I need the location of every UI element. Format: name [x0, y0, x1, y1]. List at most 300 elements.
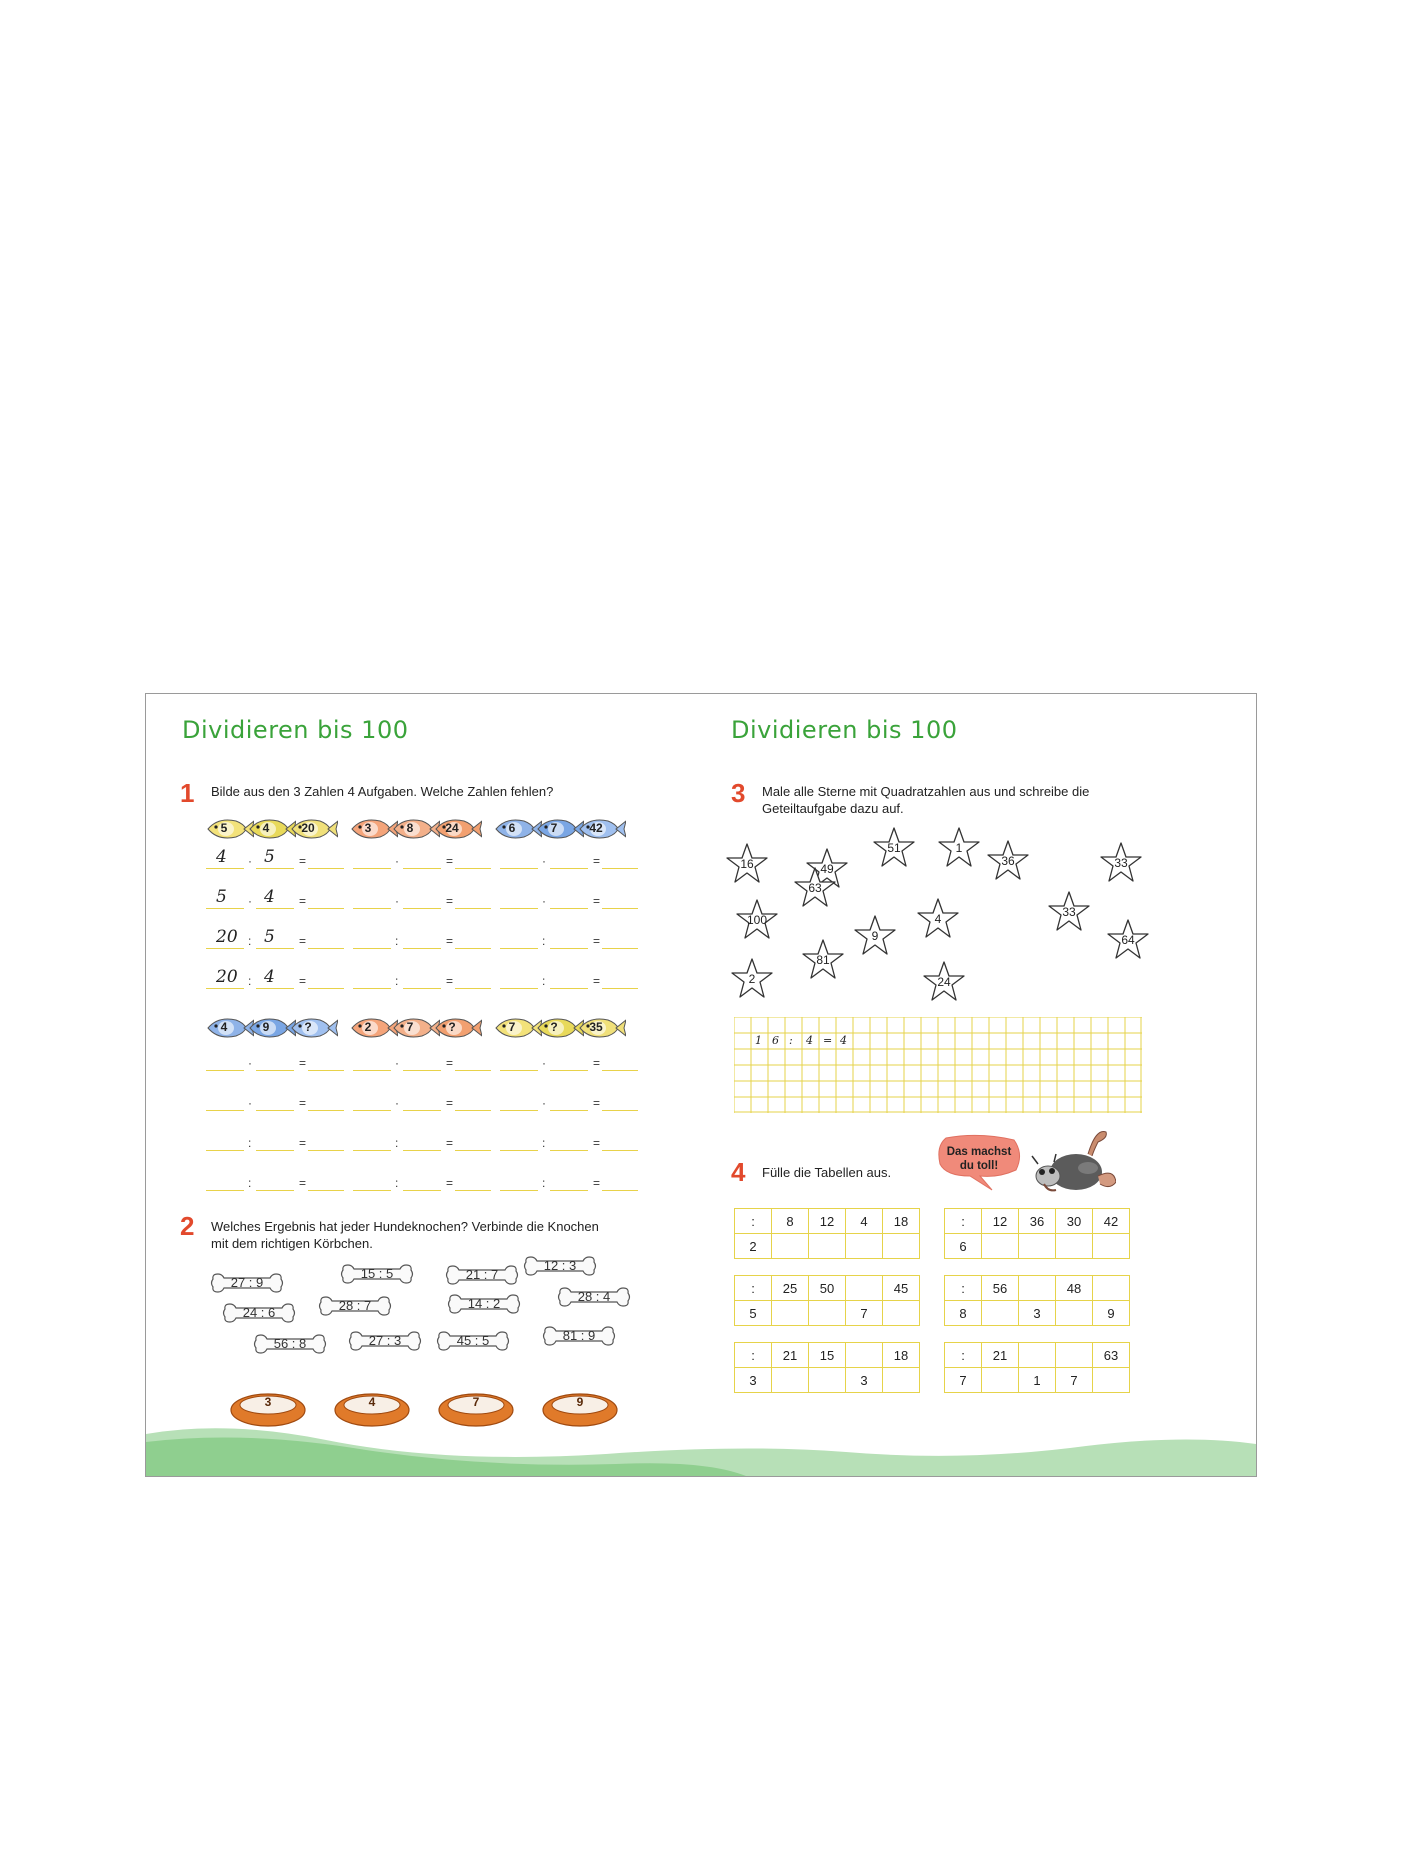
division-table: [734, 1342, 920, 1393]
fish: [578, 1016, 620, 1040]
equation: [353, 969, 491, 991]
handwritten-number: 20: [216, 967, 238, 987]
table-cell-blank[interactable]: [772, 1234, 809, 1259]
division-table: [734, 1208, 920, 1259]
fish-group: [206, 1016, 332, 1040]
answer-blank[interactable]: [550, 1150, 588, 1151]
equals-sign: =: [446, 1056, 454, 1070]
fish-number: 7: [406, 1020, 414, 1034]
answer-blank[interactable]: [206, 1150, 244, 1151]
answer-blank[interactable]: [256, 1110, 294, 1111]
table-cell: 9: [1093, 1301, 1130, 1326]
fish: [350, 817, 392, 841]
fish: [392, 817, 434, 841]
operator: ·: [395, 1056, 399, 1070]
answer-blank[interactable]: [206, 1110, 244, 1111]
table-cell: 25: [772, 1276, 809, 1301]
dog-bone[interactable]: [348, 1328, 422, 1354]
dog-basket[interactable]: [229, 1390, 307, 1428]
answer-blank[interactable]: [500, 1190, 538, 1191]
answer-blank[interactable]: [550, 988, 588, 989]
fish: [434, 1016, 476, 1040]
dog-bone[interactable]: [210, 1270, 284, 1296]
instruction-line: Geteiltaufgabe dazu auf.: [762, 801, 904, 816]
answer-blank[interactable]: [403, 988, 441, 989]
equation: [353, 1091, 491, 1113]
answer-blank[interactable]: [206, 988, 244, 989]
grid-char: 6: [772, 1034, 779, 1047]
equation: [206, 969, 344, 991]
exercise-instruction: [211, 1218, 599, 1252]
workbook-spread: [145, 693, 1257, 1477]
table-cell-blank[interactable]: [1093, 1276, 1130, 1301]
table-cell: 12: [982, 1209, 1019, 1234]
answer-blank[interactable]: [308, 988, 344, 989]
equation: [500, 969, 638, 991]
right-page: [701, 694, 1256, 1476]
grid-char: =: [823, 1034, 833, 1047]
table-cell: 63: [1093, 1343, 1130, 1368]
fish: [248, 1016, 290, 1040]
dog-bone[interactable]: [340, 1261, 414, 1287]
equation-row: [206, 1171, 646, 1193]
answer-blank[interactable]: [353, 1110, 391, 1111]
table-cell: 8: [945, 1301, 982, 1326]
table-cell: 15: [809, 1343, 846, 1368]
answer-blank[interactable]: [602, 868, 638, 869]
table-row: [735, 1343, 920, 1368]
operator: ·: [248, 854, 252, 868]
table-cell-blank[interactable]: [1093, 1234, 1130, 1259]
equation-row: [206, 1131, 646, 1153]
fish-row-top: [206, 817, 628, 841]
answer-blank[interactable]: [353, 948, 391, 949]
answer-blank[interactable]: [602, 948, 638, 949]
answer-blank[interactable]: [550, 868, 588, 869]
operator: :: [542, 1136, 546, 1150]
fish: [206, 1016, 248, 1040]
star-number: 16: [740, 857, 754, 871]
bone-task: 28 : 4: [577, 1289, 611, 1304]
exercise-number: 4: [731, 1157, 746, 1187]
fish-number: 5: [220, 821, 228, 835]
answer-blank[interactable]: [455, 948, 491, 949]
fish-number: 20: [301, 821, 315, 835]
equation-row: [206, 889, 646, 911]
table-row: [735, 1301, 920, 1326]
handwritten-number: 4: [216, 847, 227, 867]
table-cell-blank[interactable]: [772, 1368, 809, 1393]
fish-number: 3: [364, 821, 372, 835]
operator: :: [395, 1136, 399, 1150]
page-title: Dividieren bis 100: [182, 716, 409, 744]
answer-blank[interactable]: [455, 1070, 491, 1071]
table-cell-blank[interactable]: [846, 1234, 883, 1259]
exercise-instruction: [762, 783, 1089, 817]
fish-number: 4: [262, 821, 270, 835]
answer-blank[interactable]: [550, 948, 588, 949]
equation: [353, 1131, 491, 1153]
answer-blank[interactable]: [500, 868, 538, 869]
dog-bone[interactable]: [557, 1284, 631, 1310]
equation: [500, 1051, 638, 1073]
answer-blank[interactable]: [455, 908, 491, 909]
exercise-number: 3: [731, 778, 746, 808]
answer-blank[interactable]: [206, 948, 244, 949]
table-cell-blank[interactable]: [772, 1301, 809, 1326]
star-number: 49: [820, 862, 834, 876]
answer-blank[interactable]: [206, 868, 244, 869]
exercise-number: 2: [180, 1211, 195, 1241]
star[interactable]: [1106, 918, 1150, 962]
answer-blank[interactable]: [353, 868, 391, 869]
answer-blank[interactable]: [256, 948, 294, 949]
table-row: [945, 1343, 1130, 1368]
dog-basket[interactable]: [437, 1390, 515, 1428]
star[interactable]: [725, 842, 769, 886]
page-title: Dividieren bis 100: [731, 716, 958, 744]
dog-bone[interactable]: [523, 1253, 597, 1279]
dog-bone[interactable]: [445, 1262, 519, 1288]
star[interactable]: [872, 826, 916, 870]
bone-task: 81 : 9: [562, 1328, 596, 1343]
table-cell: 3: [735, 1368, 772, 1393]
star-number: 4: [934, 912, 942, 926]
table-cell: 45: [883, 1276, 920, 1301]
answer-blank[interactable]: [500, 1150, 538, 1151]
fish: [494, 817, 536, 841]
equation: [500, 1171, 638, 1193]
table-cell-blank[interactable]: [809, 1234, 846, 1259]
dog-bone[interactable]: [222, 1300, 296, 1326]
answer-blank[interactable]: [403, 908, 441, 909]
fish: [578, 817, 620, 841]
basket-number: 3: [264, 1395, 272, 1409]
equals-sign: =: [299, 934, 307, 948]
instruction-line: mit dem richtigen Körbchen.: [211, 1236, 373, 1251]
handwritten-number: 5: [264, 847, 275, 867]
table-cell: 7: [846, 1301, 883, 1326]
equals-sign: =: [593, 1176, 601, 1190]
fish-number: 8: [406, 821, 414, 835]
fish: [494, 1016, 536, 1040]
handwritten-number: 20: [216, 927, 238, 947]
equals-sign: =: [299, 1176, 307, 1190]
answer-blank[interactable]: [403, 868, 441, 869]
table-row: [945, 1209, 1130, 1234]
speech-bubble: [936, 1134, 1022, 1192]
equation: [500, 929, 638, 951]
division-table: [944, 1208, 1130, 1259]
dog-bone[interactable]: [318, 1293, 392, 1319]
table-cell: 18: [883, 1209, 920, 1234]
table-cell-blank[interactable]: [982, 1301, 1019, 1326]
equation-row: [206, 969, 646, 991]
answer-blank[interactable]: [256, 868, 294, 869]
operator: ·: [542, 1056, 546, 1070]
answer-blank[interactable]: [550, 1070, 588, 1071]
answer-blank[interactable]: [455, 1150, 491, 1151]
table-cell-blank[interactable]: [1056, 1234, 1093, 1259]
table-cell: 21: [772, 1343, 809, 1368]
dog-bone[interactable]: [447, 1291, 521, 1317]
table-cell-blank[interactable]: [982, 1234, 1019, 1259]
answer-blank[interactable]: [500, 948, 538, 949]
equals-sign: =: [593, 934, 601, 948]
equals-sign: =: [593, 1096, 601, 1110]
answer-blank[interactable]: [256, 1150, 294, 1151]
fish: [350, 1016, 392, 1040]
star[interactable]: [1099, 841, 1143, 885]
table-cell-blank[interactable]: [1056, 1301, 1093, 1326]
equation: [353, 889, 491, 911]
answer-blank[interactable]: [403, 1110, 441, 1111]
answer-blank[interactable]: [353, 908, 391, 909]
answer-blank[interactable]: [308, 948, 344, 949]
operator: :: [542, 934, 546, 948]
green-wave-footer: [146, 1424, 1256, 1476]
star[interactable]: [1047, 890, 1091, 934]
table-cell: 18: [883, 1343, 920, 1368]
equals-sign: =: [446, 1136, 454, 1150]
bone-task: 21 : 7: [465, 1267, 499, 1282]
table-cell-blank[interactable]: [846, 1276, 883, 1301]
star[interactable]: [735, 898, 779, 942]
fish-number: ?: [550, 1020, 558, 1034]
equation-row: [206, 929, 646, 951]
fish: [290, 1016, 332, 1040]
bone-task: 56 : 8: [273, 1336, 307, 1351]
table-cell: 7: [1056, 1368, 1093, 1393]
table-cell: 1: [1019, 1368, 1056, 1393]
table-cell: 36: [1019, 1209, 1056, 1234]
answer-blank[interactable]: [602, 988, 638, 989]
star[interactable]: [801, 938, 845, 982]
table-cell: 4: [846, 1209, 883, 1234]
star[interactable]: [730, 957, 774, 1001]
table-cell: 7: [945, 1368, 982, 1393]
star-number: 63: [808, 881, 822, 895]
fish-number: 7: [550, 821, 558, 835]
answer-blank[interactable]: [500, 1110, 538, 1111]
grid-char: 4: [840, 1034, 847, 1047]
star[interactable]: [937, 826, 981, 870]
left-page: [146, 694, 701, 1476]
table-cell-blank[interactable]: [982, 1368, 1019, 1393]
fish: [392, 1016, 434, 1040]
equals-sign: =: [299, 894, 307, 908]
operator: ·: [395, 1096, 399, 1110]
answer-blank[interactable]: [550, 1110, 588, 1111]
dog-bone[interactable]: [542, 1323, 616, 1349]
division-table: [734, 1275, 920, 1326]
answer-blank[interactable]: [206, 1190, 244, 1191]
answer-blank[interactable]: [602, 908, 638, 909]
answer-blank[interactable]: [256, 1190, 294, 1191]
handwritten-number: 5: [216, 887, 227, 907]
bone-task: 27 : 9: [230, 1275, 264, 1290]
table-row: [735, 1209, 920, 1234]
table-cell: :: [735, 1343, 772, 1368]
table-cell: :: [945, 1343, 982, 1368]
table-cell: :: [735, 1276, 772, 1301]
table-cell: 3: [846, 1368, 883, 1393]
answer-blank[interactable]: [550, 908, 588, 909]
table-row: [945, 1368, 1130, 1393]
fish-group: [206, 817, 332, 841]
dog-bone[interactable]: [436, 1328, 510, 1354]
grid-char: :: [789, 1034, 793, 1047]
star[interactable]: [986, 839, 1030, 883]
equals-sign: =: [446, 934, 454, 948]
table-cell-blank[interactable]: [1019, 1234, 1056, 1259]
speech-text: Das machst: [946, 1146, 1012, 1158]
equals-sign: =: [446, 854, 454, 868]
answer-blank[interactable]: [602, 1150, 638, 1151]
bone-task: 24 : 6: [242, 1305, 276, 1320]
answer-blank[interactable]: [602, 1190, 638, 1191]
answer-blank[interactable]: [455, 988, 491, 989]
dog-basket[interactable]: [541, 1390, 619, 1428]
answer-blank[interactable]: [403, 948, 441, 949]
operator: ·: [542, 1096, 546, 1110]
answer-blank[interactable]: [602, 1070, 638, 1071]
answer-blank[interactable]: [256, 1070, 294, 1071]
fish-number: ?: [304, 1020, 312, 1034]
answer-blank[interactable]: [206, 1070, 244, 1071]
star-number: 1: [955, 841, 963, 855]
operator: :: [542, 1176, 546, 1190]
answer-blank[interactable]: [353, 1070, 391, 1071]
table-cell-blank[interactable]: [809, 1368, 846, 1393]
star-number: 24: [937, 975, 951, 989]
fish: [536, 1016, 578, 1040]
answer-blank[interactable]: [500, 908, 538, 909]
equation: [353, 1051, 491, 1073]
equals-sign: =: [299, 1096, 307, 1110]
fish: [248, 817, 290, 841]
answer-blank[interactable]: [403, 1070, 441, 1071]
equation: [500, 889, 638, 911]
answer-blank[interactable]: [455, 868, 491, 869]
answer-blank[interactable]: [353, 1190, 391, 1191]
table-cell-blank[interactable]: [883, 1368, 920, 1393]
division-table: [944, 1342, 1130, 1393]
fish-number: 4: [220, 1020, 228, 1034]
fish-number: 42: [589, 821, 603, 835]
answer-blank[interactable]: [308, 908, 344, 909]
answer-blank[interactable]: [256, 988, 294, 989]
writing-grid[interactable]: [734, 1017, 1142, 1113]
answer-blank[interactable]: [403, 1150, 441, 1151]
answer-blank[interactable]: [308, 1070, 344, 1071]
table-cell-blank[interactable]: [1056, 1343, 1093, 1368]
answer-blank[interactable]: [308, 1110, 344, 1111]
operator: ·: [248, 1096, 252, 1110]
star-number: 2: [748, 972, 756, 986]
bone-task: 45 : 5: [456, 1333, 490, 1348]
fish: [434, 817, 476, 841]
equation: [206, 1131, 344, 1153]
table-cell: 8: [772, 1209, 809, 1234]
dog-basket[interactable]: [333, 1390, 411, 1428]
operator: :: [395, 934, 399, 948]
table-cell: 5: [735, 1301, 772, 1326]
equation: [206, 929, 344, 951]
operator: ·: [248, 894, 252, 908]
fish-number: 7: [508, 1020, 516, 1034]
dog-bone[interactable]: [253, 1331, 327, 1357]
table-cell: 30: [1056, 1209, 1093, 1234]
grid-lines: [734, 1017, 1142, 1113]
table-row: [945, 1301, 1130, 1326]
table-cell: 3: [1019, 1301, 1056, 1326]
operator: ·: [248, 1056, 252, 1070]
operator: :: [395, 974, 399, 988]
star[interactable]: [922, 960, 966, 1004]
table-cell-blank[interactable]: [1019, 1276, 1056, 1301]
table-cell: 50: [809, 1276, 846, 1301]
fish-number: 2: [364, 1020, 372, 1034]
answer-blank[interactable]: [403, 1190, 441, 1191]
equals-sign: =: [593, 1056, 601, 1070]
fish: [290, 817, 332, 841]
answer-blank[interactable]: [353, 1150, 391, 1151]
answer-blank[interactable]: [455, 1190, 491, 1191]
equals-sign: =: [446, 1176, 454, 1190]
table-cell-blank[interactable]: [883, 1234, 920, 1259]
handwritten-number: 4: [264, 967, 275, 987]
equals-sign: =: [593, 894, 601, 908]
basket-number: 7: [472, 1395, 480, 1409]
fish-row-bottom: [206, 1016, 628, 1040]
answer-blank[interactable]: [500, 1070, 538, 1071]
answer-blank[interactable]: [353, 988, 391, 989]
answer-blank[interactable]: [256, 908, 294, 909]
star[interactable]: [793, 866, 837, 910]
instruction-line: Welches Ergebnis hat jeder Hundeknochen? Verbinde die Knochen: [211, 1219, 599, 1234]
table-cell-blank[interactable]: [883, 1301, 920, 1326]
table-cell: :: [945, 1209, 982, 1234]
star[interactable]: [916, 897, 960, 941]
equation-row: [206, 1051, 646, 1073]
table-cell-blank[interactable]: [809, 1301, 846, 1326]
division-table: [944, 1275, 1130, 1326]
table-cell-blank[interactable]: [846, 1343, 883, 1368]
answer-blank[interactable]: [308, 1150, 344, 1151]
star[interactable]: [853, 914, 897, 958]
answer-blank[interactable]: [500, 988, 538, 989]
answer-blank[interactable]: [206, 908, 244, 909]
answer-blank[interactable]: [308, 868, 344, 869]
table-row: [735, 1276, 920, 1301]
fish-number: 35: [589, 1020, 603, 1034]
fish-group: [494, 1016, 620, 1040]
answer-blank[interactable]: [550, 1190, 588, 1191]
table-cell-blank[interactable]: [1093, 1368, 1130, 1393]
equals-sign: =: [593, 1136, 601, 1150]
equation: [500, 1091, 638, 1113]
operator: :: [248, 1176, 252, 1190]
answer-blank[interactable]: [308, 1190, 344, 1191]
equals-sign: =: [299, 854, 307, 868]
star-number: 33: [1114, 856, 1128, 870]
equation: [206, 849, 344, 871]
answer-blank[interactable]: [602, 1110, 638, 1111]
answer-blank[interactable]: [455, 1110, 491, 1111]
exercise-number: 1: [180, 778, 195, 808]
table-cell-blank[interactable]: [1019, 1343, 1056, 1368]
